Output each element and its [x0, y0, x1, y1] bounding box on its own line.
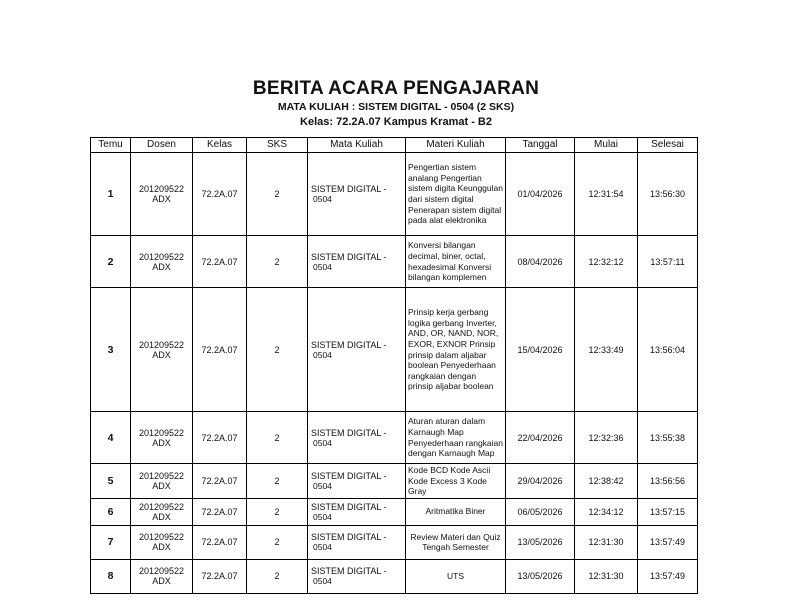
column-header-dosen: Dosen	[131, 138, 193, 153]
cell-sks: 2	[247, 498, 308, 525]
mata-kuliah-code: 0504	[313, 261, 332, 272]
cell-mulai: 12:31:30	[575, 559, 638, 593]
cell-mata-kuliah	[308, 236, 406, 288]
column-header-mata-kuliah: Mata Kuliah	[308, 138, 406, 153]
cell-temu: 5	[91, 464, 131, 499]
cell-mulai: 12:31:30	[575, 525, 638, 559]
cell-dosen: 201209522 ADX	[131, 559, 193, 593]
cell-kelas: 72.2A.07	[193, 559, 247, 593]
table-header-row	[91, 138, 698, 153]
mata-kuliah-name: SISTEM DIGITAL -	[311, 427, 387, 438]
mata-kuliah-name: SISTEM DIGITAL -	[311, 339, 387, 350]
table-row	[91, 559, 698, 593]
table-row	[91, 525, 698, 559]
cell-tanggal: 13/05/2026	[506, 559, 575, 593]
cell-materi: Kode BCD Kode Ascii Kode Excess 3 Kode Gray	[406, 464, 506, 499]
cell-tanggal: 13/05/2026	[506, 525, 575, 559]
mata-kuliah-code: 0504	[313, 437, 332, 448]
cell-mulai: 12:32:36	[575, 412, 638, 464]
mata-kuliah-code: 0504	[313, 576, 332, 587]
column-header-selesai: Selesai	[638, 138, 698, 153]
cell-mulai: 12:38:42	[575, 464, 638, 499]
cell-sks: 2	[247, 464, 308, 499]
cell-kelas: 72.2A.07	[193, 288, 247, 412]
cell-dosen: 201209522 ADX	[131, 498, 193, 525]
cell-mulai: 12:34:12	[575, 498, 638, 525]
cell-tanggal: 08/04/2026	[506, 236, 575, 288]
cell-tanggal: 22/04/2026	[506, 412, 575, 464]
cell-dosen: 201209522 ADX	[131, 464, 193, 499]
table-row	[91, 412, 698, 464]
cell-selesai: 13:56:30	[638, 153, 698, 236]
cell-kelas: 72.2A.07	[193, 498, 247, 525]
mata-kuliah-code: 0504	[313, 542, 332, 553]
cell-materi: Aturan aturan dalam Karnaugh Map Penyederhaan rangkaian dengan Karnaugh Map	[406, 412, 506, 464]
cell-selesai: 13:56:56	[638, 464, 698, 499]
mata-kuliah-name: SISTEM DIGITAL -	[311, 566, 387, 577]
cell-selesai: 13:57:49	[638, 525, 698, 559]
cell-mulai: 12:33:49	[575, 288, 638, 412]
cell-mata-kuliah	[308, 498, 406, 525]
cell-tanggal: 15/04/2026	[506, 288, 575, 412]
cell-mata-kuliah	[308, 559, 406, 593]
cell-tanggal: 29/04/2026	[506, 464, 575, 499]
cell-materi: UTS	[406, 559, 506, 593]
cell-selesai: 13:57:49	[638, 559, 698, 593]
cell-mata-kuliah	[308, 525, 406, 559]
table-row	[91, 498, 698, 525]
cell-mata-kuliah	[308, 412, 406, 464]
cell-selesai: 13:57:11	[638, 236, 698, 288]
cell-sks: 2	[247, 559, 308, 593]
column-header-mulai: Mulai	[575, 138, 638, 153]
cell-tanggal: 06/05/2026	[506, 498, 575, 525]
cell-mulai: 12:32:12	[575, 236, 638, 288]
cell-tanggal: 01/04/2026	[506, 153, 575, 236]
cell-materi: Konversi bilangan decimal, biner, octal, hexadesimal Konversi bilangan komplemen	[406, 236, 506, 288]
cell-temu: 4	[91, 412, 131, 464]
mata-kuliah-code: 0504	[313, 194, 332, 204]
cell-mulai: 12:31:54	[575, 153, 638, 236]
cell-dosen: 201209522 ADX	[131, 236, 193, 288]
column-header-kelas: Kelas	[193, 138, 247, 153]
attendance-table	[90, 137, 698, 594]
column-header-sks: SKS	[247, 138, 308, 153]
cell-sks: 2	[247, 153, 308, 236]
cell-temu: 2	[91, 236, 131, 288]
mata-kuliah-code: 0504	[313, 480, 332, 491]
cell-kelas: 72.2A.07	[193, 236, 247, 288]
column-header-temu: Temu	[91, 138, 131, 153]
cell-materi: Review Materi dan Quiz Tengah Semester	[406, 525, 506, 559]
cell-sks: 2	[247, 412, 308, 464]
cell-temu: 8	[91, 559, 131, 593]
cell-mata-kuliah	[308, 288, 406, 412]
column-header-tanggal: Tanggal	[506, 138, 575, 153]
cell-mata-kuliah	[308, 153, 406, 236]
mata-kuliah-name: SISTEM DIGITAL -	[311, 470, 387, 481]
cell-dosen: 201209522 ADX	[131, 525, 193, 559]
table-row	[91, 288, 698, 412]
cell-dosen: 201209522 ADX	[131, 153, 193, 236]
cell-dosen: 201209522 ADX	[131, 412, 193, 464]
mata-kuliah-name: SISTEM DIGITAL -	[311, 501, 387, 512]
cell-temu: 1	[91, 153, 131, 236]
cell-sks: 2	[247, 288, 308, 412]
mata-kuliah-code: 0504	[313, 349, 332, 360]
course-subtitle: MATA KULIAH : SISTEM DIGITAL - 0504 (2 SKS)	[277, 101, 515, 113]
document-title: BERITA ACARA PENGAJARAN	[252, 78, 540, 99]
cell-selesai: 13:57:15	[638, 498, 698, 525]
mata-kuliah-name: SISTEM DIGITAL -	[311, 251, 387, 262]
cell-temu: 3	[91, 288, 131, 412]
cell-temu: 7	[91, 525, 131, 559]
mata-kuliah-name: SISTEM DIGITAL -	[311, 184, 387, 194]
cell-materi: Aritmatika Biner	[406, 498, 506, 525]
cell-dosen: 201209522 ADX	[131, 288, 193, 412]
cell-kelas: 72.2A.07	[193, 412, 247, 464]
cell-selesai: 13:56:04	[638, 288, 698, 412]
cell-sks: 2	[247, 236, 308, 288]
table-row	[91, 153, 698, 236]
class-line: Kelas: 72.2A.07 Kampus Kramat - B2	[300, 116, 492, 128]
cell-materi: Prinsip kerja gerbang logika gerbang Inverter, AND, OR, NAND, NOR, EXOR, EXNOR Prinsip prinsip dalam aljabar boolean Penyederhaan rangkaian dengan prinsip aljabar boolean	[406, 288, 506, 412]
column-header-materi-kuliah: Materi Kuliah	[406, 138, 506, 153]
cell-temu: 6	[91, 498, 131, 525]
cell-materi: Pengertian sistem analang Pengertian sistem digita Keunggulan dari sistem digital Penerapan sistem digital pada alat elektronika	[406, 153, 506, 236]
cell-kelas: 72.2A.07	[193, 153, 247, 236]
cell-kelas: 72.2A.07	[193, 525, 247, 559]
cell-selesai: 13:55:38	[638, 412, 698, 464]
cell-kelas: 72.2A.07	[193, 464, 247, 499]
table-row	[91, 464, 698, 499]
mata-kuliah-name: SISTEM DIGITAL -	[311, 532, 387, 543]
mata-kuliah-code: 0504	[313, 511, 332, 522]
cell-sks: 2	[247, 525, 308, 559]
cell-mata-kuliah	[308, 464, 406, 499]
table-row	[91, 236, 698, 288]
